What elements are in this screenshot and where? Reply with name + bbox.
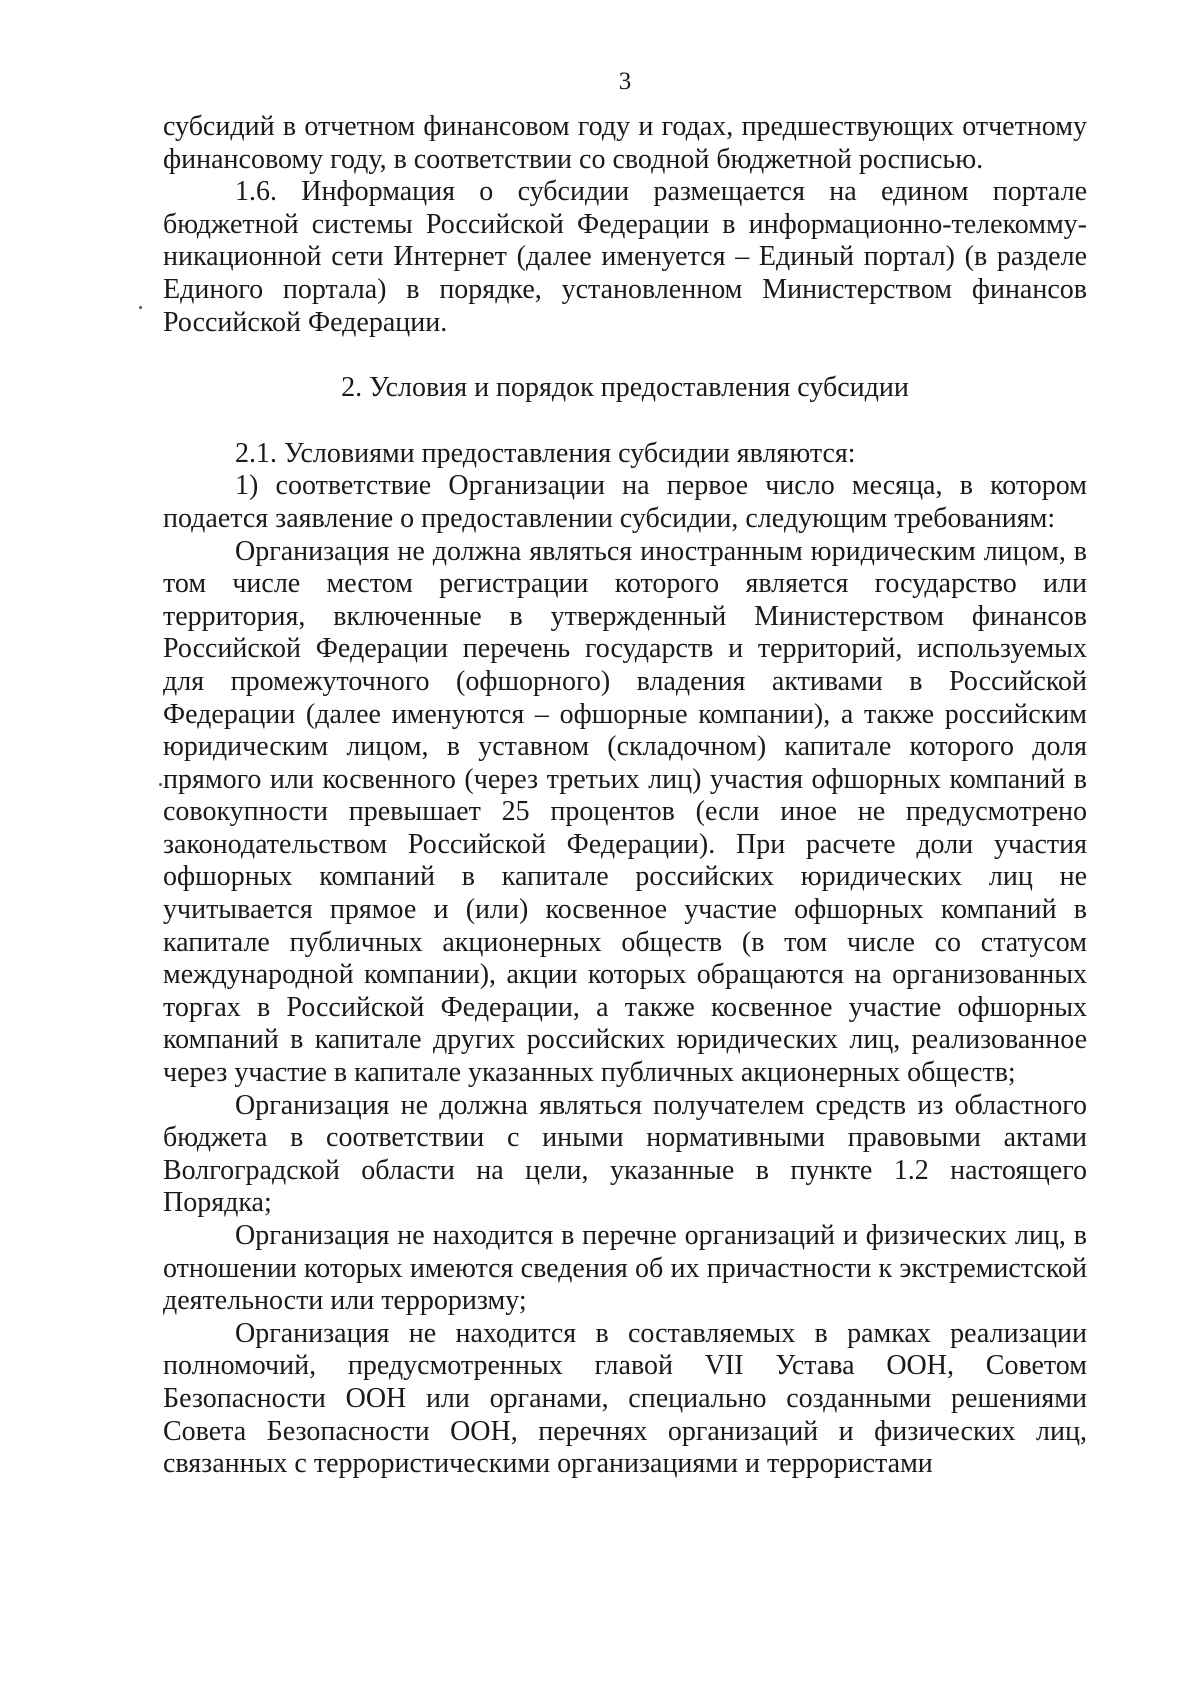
scan-speck <box>139 306 142 309</box>
document-body <box>163 111 1087 1481</box>
paragraph-2-1: 2.1. Условиями предоставления субсидии являются: <box>235 437 856 469</box>
paragraph-extremism: Организация не находится в перечне организаций и физических лиц, в отношении которых имеются сведения об их причастности к экстремистской деятельности или терроризму; <box>163 1220 1087 1317</box>
page-number: 3 <box>618 68 632 95</box>
paragraph-subsidies-continuation: субсидий в отчетном финансовом году и годах, предшествующих отчетному финансовому году, в соответствии со сводной бюджетной росписью. <box>163 111 1087 175</box>
paragraph-regional-budget: Организация не должна являться получателем средств из областного бюджета в соответствии с иными нормативными правовыми актами Волгоградской области на цели, указанные в пункте 1.2 настоящего Порядка; <box>163 1089 1087 1219</box>
paragraph-requirement-1: 1) соответствие Организации на первое число месяца, в котором подается заявление о предоставлении субсидии, следующим требованиям: <box>163 470 1087 534</box>
paragraph-1-6: 1.6. Информация о субсидии размещается на едином портале бюджетной системы Российской Федерации в информационно-телекоммуникационной сети Интернет (далее именуется – Единый портал) (в разделе Единого портала) в порядке, установленном Министерством финансов Российской Федерации. <box>163 176 1087 338</box>
paragraph-offshore: Организация не должна являться иностранным юридическим лицом, в том числе местом регистрации которого является государство или территория, включенные в утвержденный Министерством финансов Российской Федерации перечень государств и территорий, используемых для промежуточного (офшорного) владения активами в Российской Федерации (далее именуются – офшорные компании), а также российским юридическим лицом, в уставном (складочном) капитале которого доля прямого или косвенного (через третьих лиц) участия офшорных компаний в совокупности превышает 25 процентов (если иное не предусмотрено законодательством Российской Федерации). При расчете доли участия офшорных компаний в капитале российских юридических лиц не учитывается прямое и (или) косвенное участие офшорных компаний в капитале публичных акционерных обществ (в том числе со статусом международной компании), акции которых обращаются на организованных торгах в Российской Федерации, а также косвенное участие офшорных компаний в капитале других российских юридических лиц, реализованное через участие в капитале указанных публичных акционерных обществ; <box>163 535 1087 1089</box>
section-heading: 2. Условия и порядок предоставления субсидии <box>341 372 909 404</box>
scan-speck <box>159 783 162 786</box>
paragraph-un-security-council: Организация не находится в составляемых в рамках реализации полномочий, предусмотренных главой VII Устава ООН, Советом Безопасности ООН или органами, специально созданными решениями Совета Безопасности ООН, перечнях организаций и физических лиц, связанных с террористическими организациями и террористами <box>163 1317 1087 1480</box>
